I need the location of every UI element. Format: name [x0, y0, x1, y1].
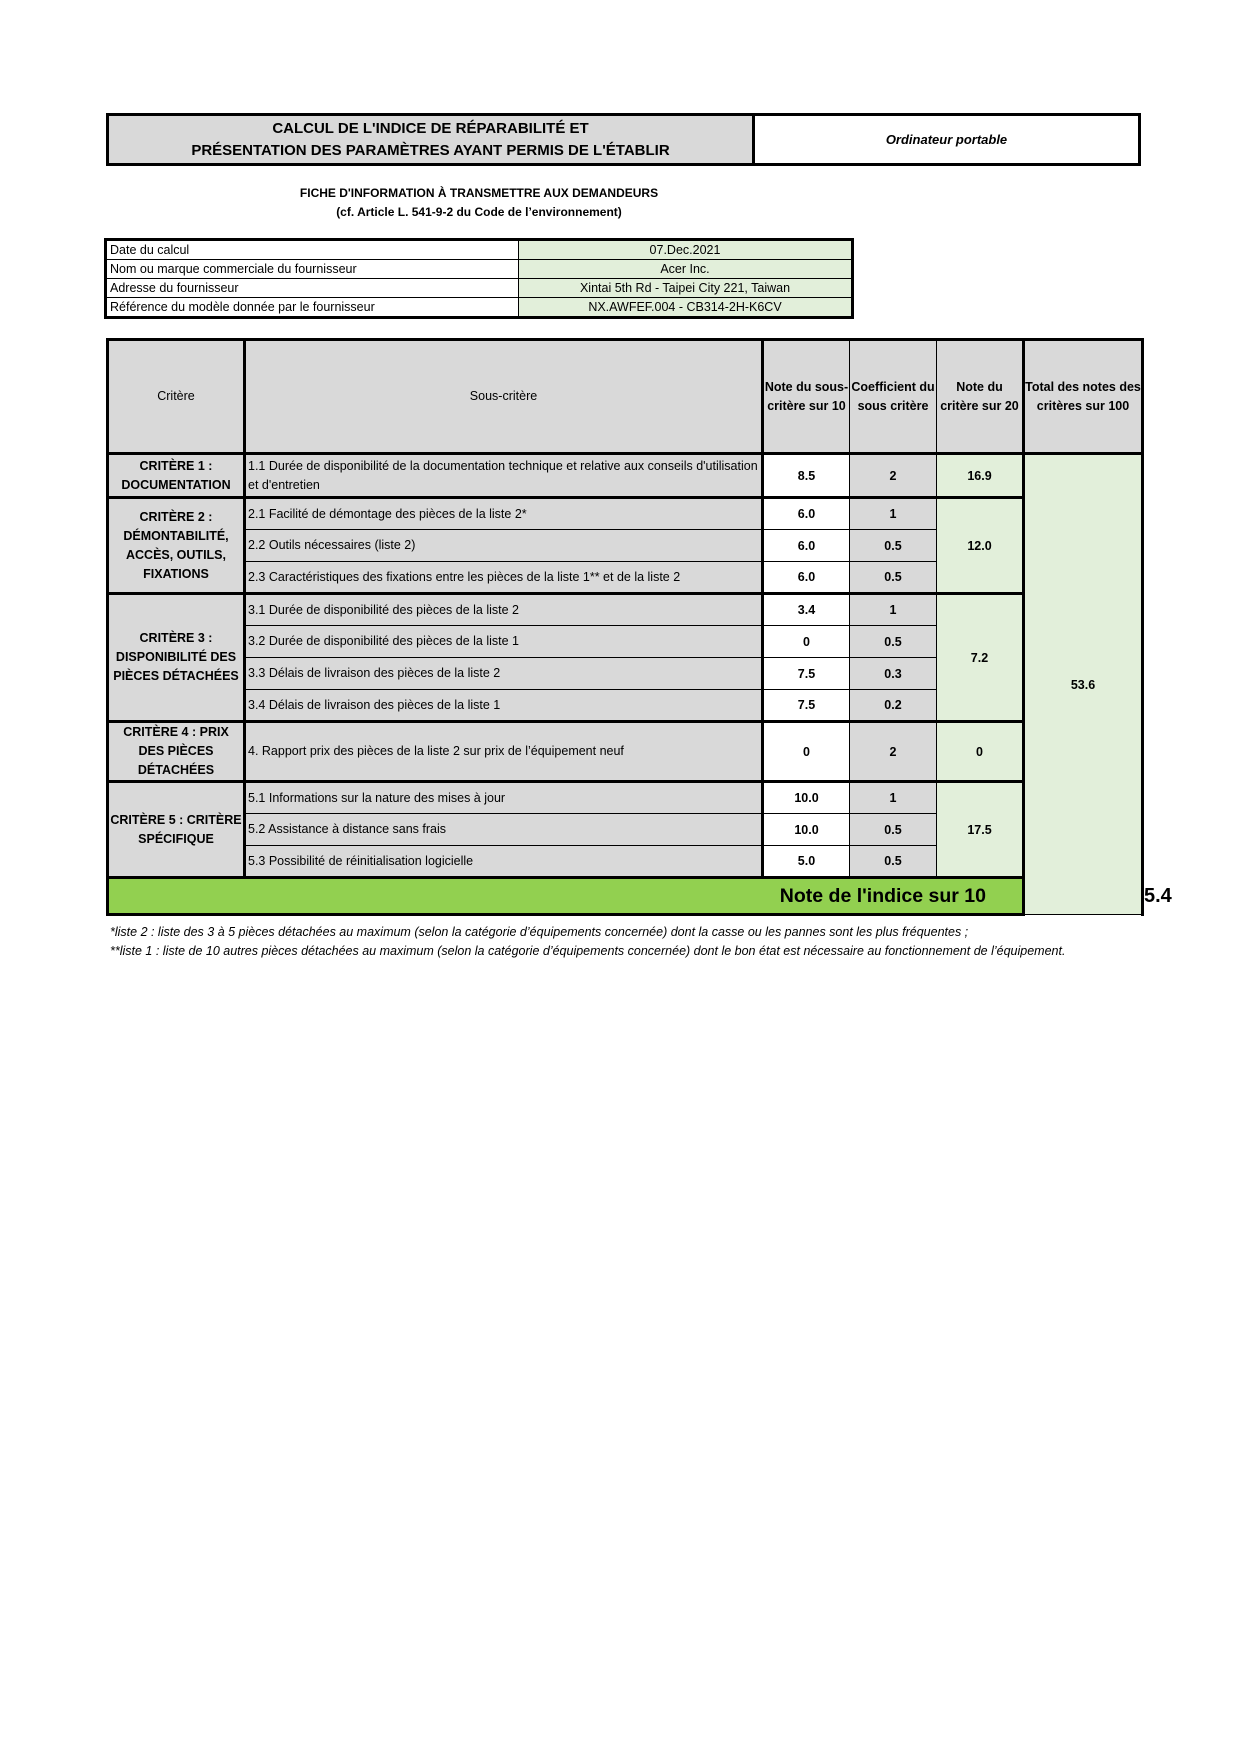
subcriterion-label: 5.3 Possibilité de réinitialisation logicielle — [245, 846, 763, 878]
subcriterion-note: 6.0 — [763, 498, 850, 530]
table-row — [108, 594, 1143, 626]
criterion-score-20: 7.2 — [937, 594, 1024, 722]
criterion-score-20: 12.0 — [937, 498, 1024, 594]
info-value: 07.Dec.2021 — [519, 241, 852, 260]
table-header-row — [108, 340, 1143, 454]
info-label: Nom ou marque commerciale du fournisseur — [107, 260, 519, 279]
title-line-1: CALCUL DE L'INDICE DE RÉPARABILITÉ ET — [272, 119, 589, 137]
subcriterion-note: 8.5 — [763, 454, 850, 498]
subcriterion-coefficient: 1 — [850, 498, 937, 530]
header-coefficient: Coefficient du sous critère — [850, 340, 937, 454]
subcriterion-coefficient: 0.5 — [850, 530, 937, 562]
subcriterion-note: 6.0 — [763, 562, 850, 594]
header-sous-critere: Sous-critère — [245, 340, 763, 454]
subcriterion-note: 0 — [763, 626, 850, 658]
subcriterion-coefficient: 0.5 — [850, 846, 937, 878]
final-score-row: Note de l'indice sur 10 5.4 — [108, 878, 1143, 915]
subcriterion-note: 7.5 — [763, 658, 850, 690]
header-table — [106, 113, 1141, 166]
final-score-label: Note de l'indice sur 10 — [108, 878, 1024, 915]
footnote-liste-1: **liste 1 : liste de 10 autres pièces détachées au maximum (selon la catégorie d’équipements concernée) dont le bon état est nécessaire au fonctionnement de l’équipement. — [110, 944, 1066, 958]
table-row — [108, 782, 1143, 814]
info-row — [107, 279, 852, 298]
footnote-liste-2: *liste 2 : liste des 3 à 5 pièces détachées au maximum (selon la catégorie d’équipements concernée) dont la casse ou les pannes sont les plus fréquentes ; — [110, 925, 969, 939]
subcriterion-note: 10.0 — [763, 814, 850, 846]
subcriterion-coefficient: 0.3 — [850, 658, 937, 690]
product-category: Ordinateur portable — [754, 115, 1140, 165]
subcriterion-label: 3.4 Délais de livraison des pièces de la liste 1 — [245, 690, 763, 722]
subcriterion-label: 4. Rapport prix des pièces de la liste 2 sur prix de l’équipement neuf — [245, 722, 763, 782]
criterion-name: CRITÈRE 4 : PRIX DES PIÈCES DÉTACHÉES — [108, 722, 245, 782]
subcriterion-label: 1.1 Durée de disponibilité de la documentation technique et relative aux conseils d'utilisation et d'entretien — [245, 454, 763, 498]
subtitle-line-1: FICHE D'INFORMATION À TRANSMETTRE AUX DEMANDEURS — [299, 186, 659, 200]
header-critere: Critère — [108, 340, 245, 454]
info-row — [107, 298, 852, 317]
info-value: NX.AWFEF.004 - CB314-2H-K6CV — [519, 298, 852, 317]
subcriterion-coefficient: 0.5 — [850, 562, 937, 594]
subtitle-line-2: (cf. Article L. 541-9-2 du Code de l’environnement) — [336, 205, 622, 219]
info-row — [107, 241, 852, 260]
scoring-table — [106, 338, 1172, 916]
subcriterion-label: 3.1 Durée de disponibilité des pièces de la liste 2 — [245, 594, 763, 626]
title-line-2: PRÉSENTATION DES PARAMÈTRES AYANT PERMIS DE L'ÉTABLIR — [191, 141, 670, 159]
info-label: Date du calcul — [107, 241, 519, 260]
subcriterion-label: 2.1 Facilité de démontage des pièces de la liste 2* — [245, 498, 763, 530]
subcriterion-coefficient: 1 — [850, 594, 937, 626]
total-score-100: 53.6 — [1024, 454, 1143, 915]
subcriterion-label: 3.3 Délais de livraison des pièces de la liste 2 — [245, 658, 763, 690]
info-row — [107, 260, 852, 279]
criterion-name: CRITÈRE 3 : DISPONIBILITÉ DES PIÈCES DÉTACHÉES — [108, 594, 245, 722]
header-note-critere: Note du critère sur 20 — [937, 340, 1024, 454]
subcriterion-note: 3.4 — [763, 594, 850, 626]
table-row — [108, 454, 1143, 498]
info-label: Référence du modèle donnée par le fournisseur — [107, 298, 519, 317]
table-row — [108, 722, 1143, 782]
subcriterion-coefficient: 0.5 — [850, 626, 937, 658]
subtitle — [106, 184, 852, 222]
subcriterion-coefficient: 1 — [850, 782, 937, 814]
criterion-score-20: 16.9 — [937, 454, 1024, 498]
document-title — [108, 115, 754, 165]
table-row — [108, 498, 1143, 530]
subcriterion-label: 5.1 Informations sur la nature des mises à jour — [245, 782, 763, 814]
header-note-sous-critere: Note du sous-critère sur 10 — [763, 340, 850, 454]
subcriterion-label: 2.2 Outils nécessaires (liste 2) — [245, 530, 763, 562]
criterion-name: CRITÈRE 2 : DÉMONTABILITÉ, ACCÈS, OUTILS, FIXATIONS — [108, 498, 245, 594]
subcriterion-note: 6.0 — [763, 530, 850, 562]
criterion-name: CRITÈRE 1 : DOCUMENTATION — [108, 454, 245, 498]
subcriterion-label: 3.2 Durée de disponibilité des pièces de la liste 1 — [245, 626, 763, 658]
supplier-info-table — [106, 240, 852, 317]
subcriterion-coefficient: 2 — [850, 722, 937, 782]
subcriterion-note: 10.0 — [763, 782, 850, 814]
info-label: Adresse du fournisseur — [107, 279, 519, 298]
subcriterion-label: 2.3 Caractéristiques des fixations entre les pièces de la liste 1** et de la liste 2 — [245, 562, 763, 594]
subcriterion-coefficient: 2 — [850, 454, 937, 498]
subcriterion-coefficient: 0.5 — [850, 814, 937, 846]
footnotes — [110, 923, 1065, 961]
info-value: Acer Inc. — [519, 260, 852, 279]
info-value: Xintai 5th Rd - Taipei City 221, Taiwan — [519, 279, 852, 298]
subcriterion-note: 5.0 — [763, 846, 850, 878]
subcriterion-note: 7.5 — [763, 690, 850, 722]
subcriterion-coefficient: 0.2 — [850, 690, 937, 722]
criterion-score-20: 17.5 — [937, 782, 1024, 878]
subcriterion-label: 5.2 Assistance à distance sans frais — [245, 814, 763, 846]
header-total: Total des notes des critères sur 100 — [1024, 340, 1143, 454]
criterion-score-20: 0 — [937, 722, 1024, 782]
criterion-name: CRITÈRE 5 : CRITÈRE SPÉCIFIQUE — [108, 782, 245, 878]
subcriterion-note: 0 — [763, 722, 850, 782]
